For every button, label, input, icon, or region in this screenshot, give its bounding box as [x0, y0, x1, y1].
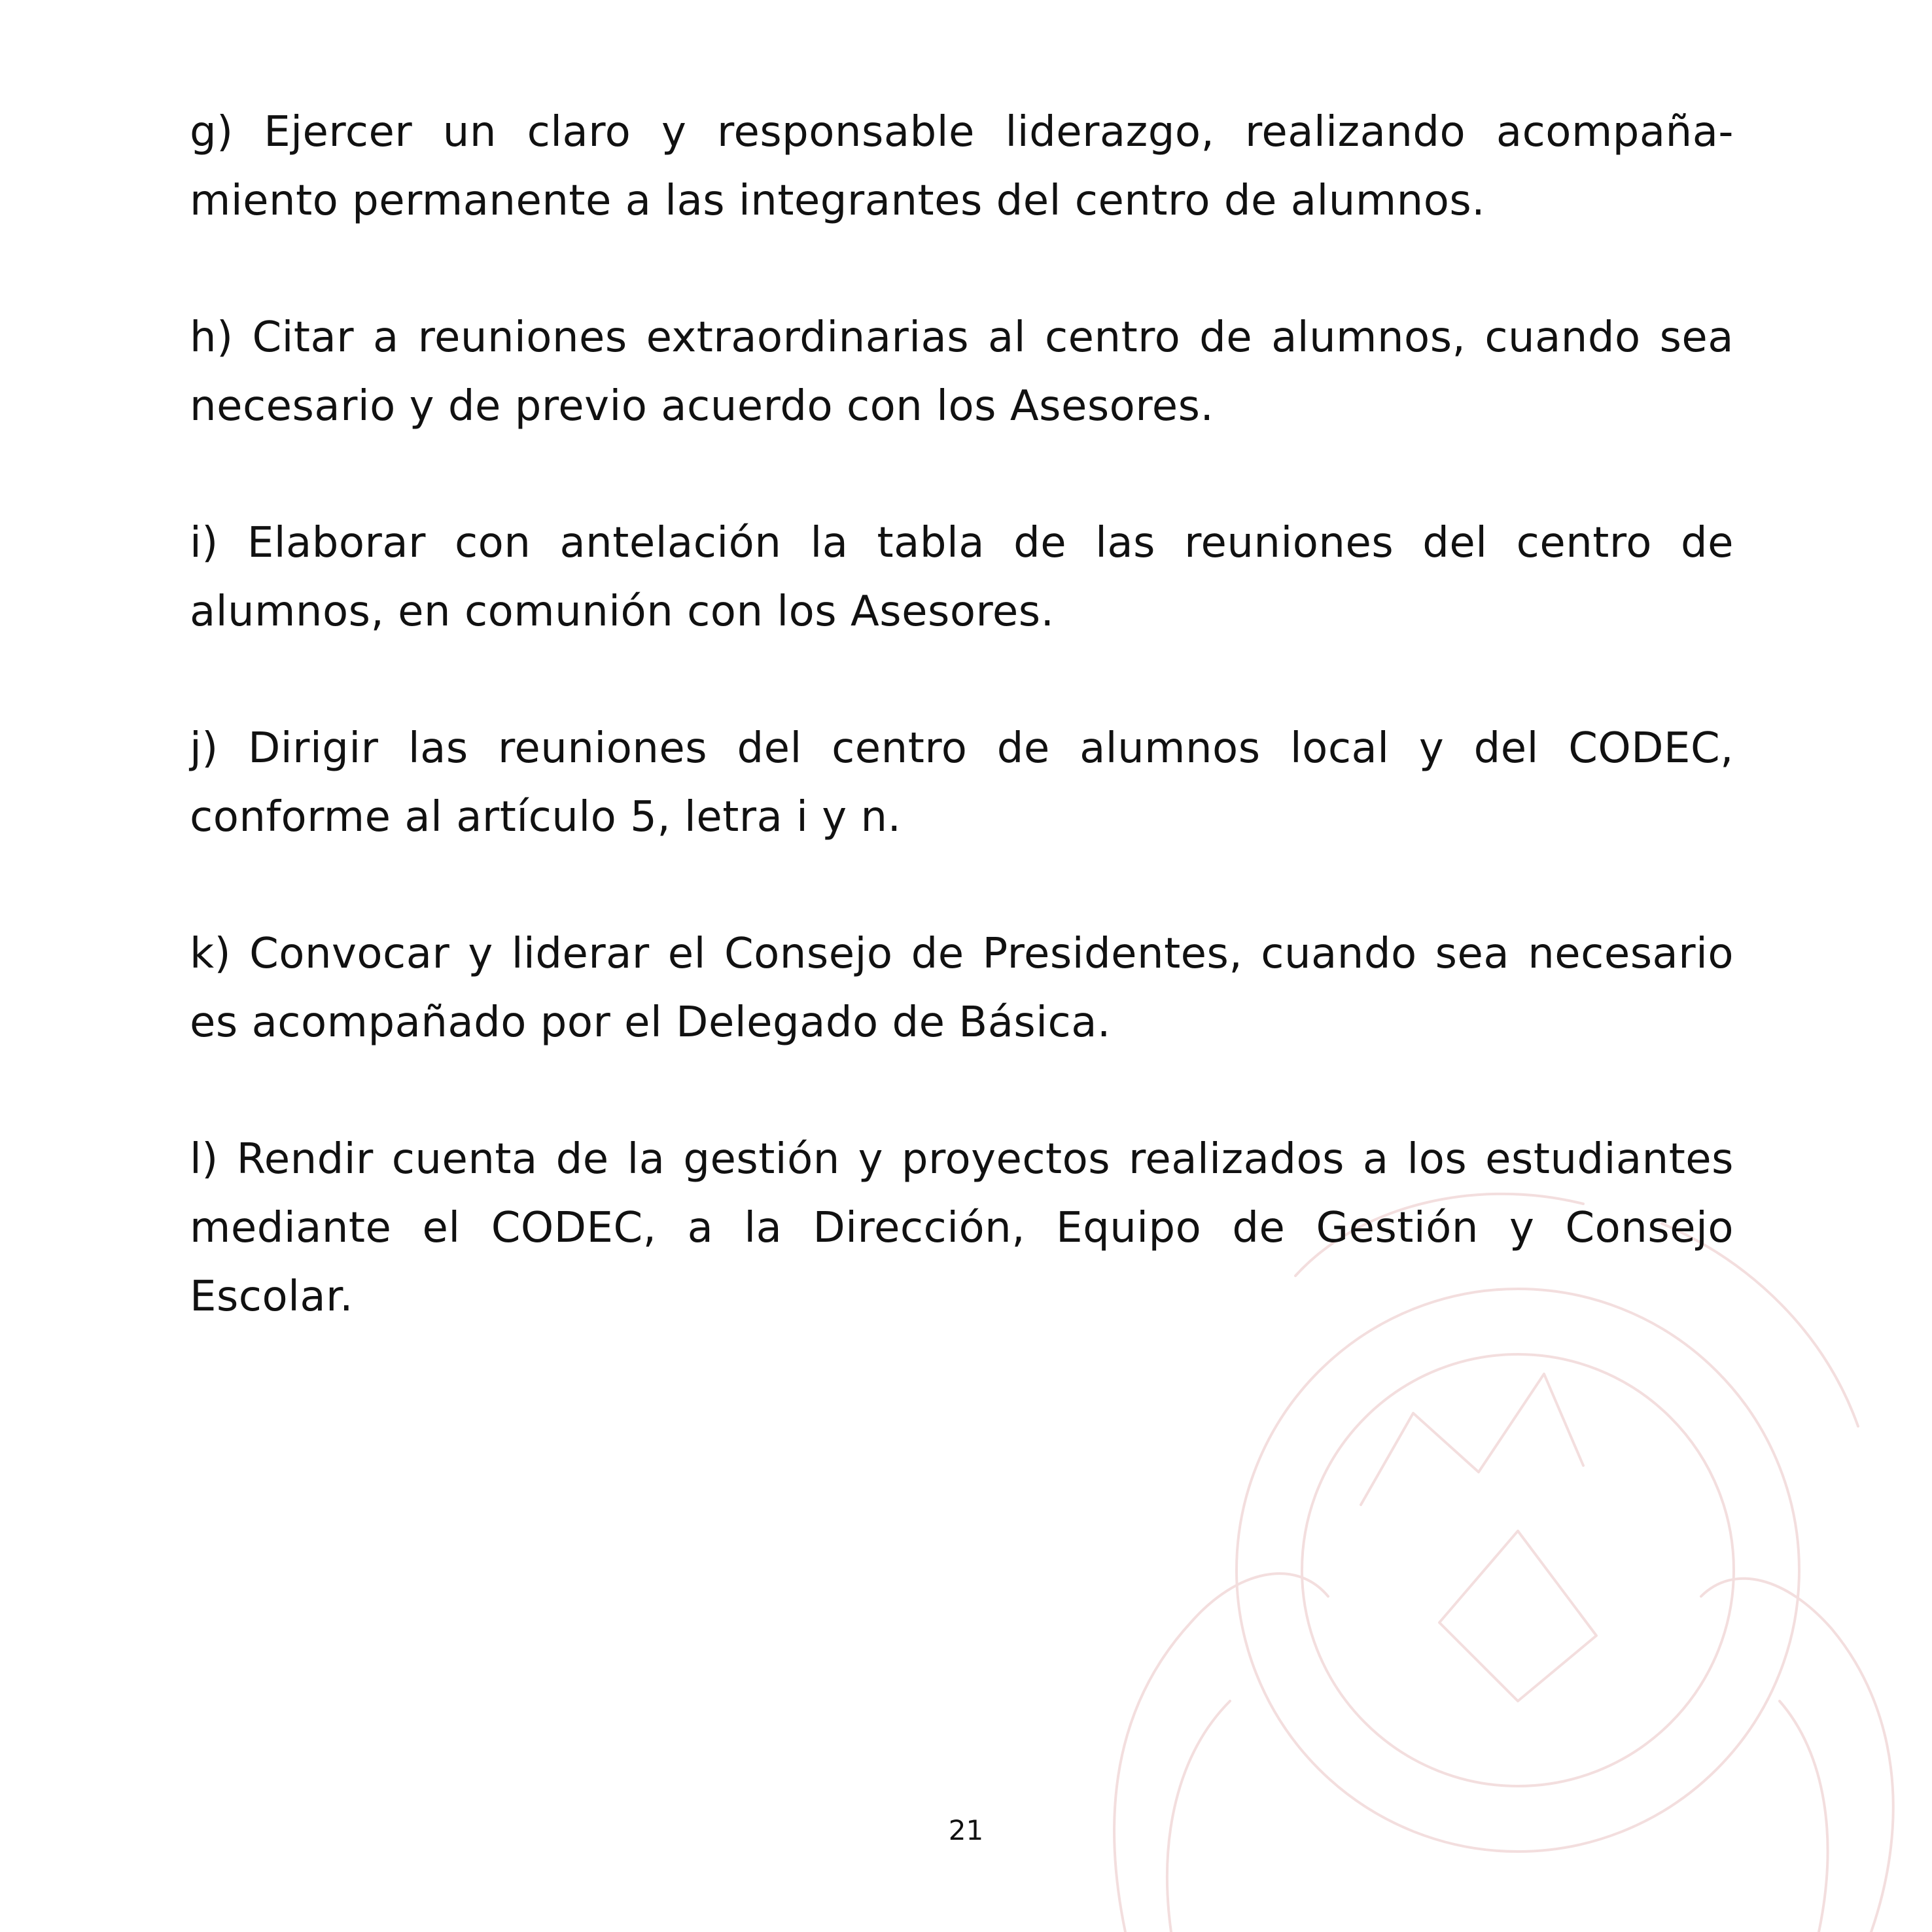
document-body [190, 98, 1734, 1399]
list-item: i) Elaborar con antelación la tabla de las reuniones del centro de alumnos, en comunión con los Asesores. [190, 519, 1734, 636]
list-item: l) Rendir cuenta de la gestión y proyectos realizados a los estudiantes mediante el CODEC, a la Dirección, Equipo de Gestión y Consejo Escolar. [190, 1135, 1734, 1321]
page-number: 21 [948, 1814, 984, 1846]
list-item: j) Dirigir las reuniones del centro de alumnos local y del CODEC, conforme al artículo 5, letra i y n. [190, 724, 1734, 841]
list-item: h) Citar a reuniones extraordinarias al centro de alumnos, cuando sea necesario y de previo acuerdo con los Asesores. [190, 313, 1734, 430]
list-item: g) Ejercer un claro y responsable liderazgo, realizando acompaña-miento permanente a las integrantes del centro de alumnos. [190, 108, 1734, 225]
list-item: k) Convocar y liderar el Consejo de Presidentes, cuando sea necesario es acompañado por el Delegado de Básica. [190, 930, 1734, 1047]
